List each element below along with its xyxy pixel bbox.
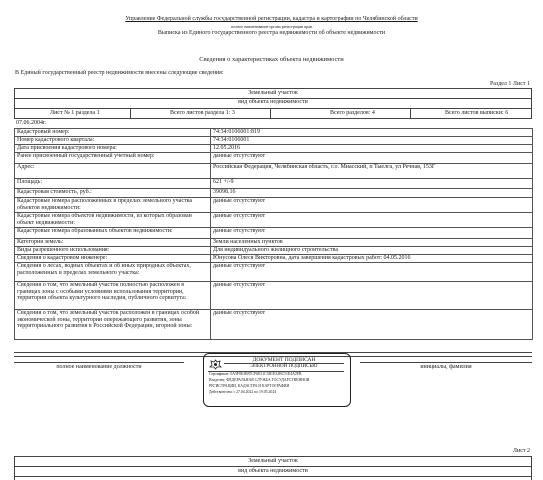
table-row bbox=[15, 137, 533, 145]
table-row bbox=[15, 263, 533, 282]
row-value: Российская Федерация, Челябинская область, г.о. Миасский, п Тыелга, ул Речная, 153Г bbox=[211, 164, 533, 179]
row-value: 39098.16 bbox=[211, 189, 533, 198]
record-date: 07.06.2004г. bbox=[16, 120, 47, 126]
row-value: данные отсутствуют bbox=[211, 282, 533, 310]
agency-name: Управление Федеральной службы государственной регистрации, кадастра и картографии по Челябинской области bbox=[125, 16, 418, 22]
table-row bbox=[15, 198, 533, 213]
table-row bbox=[15, 153, 533, 164]
row-label: Площадь: bbox=[15, 179, 211, 189]
sheet2-object-type: Земельный участок bbox=[248, 458, 298, 464]
row-label: Категория земель: bbox=[15, 239, 211, 247]
table-row bbox=[15, 145, 533, 153]
position-caption: полное наименование должности bbox=[56, 364, 142, 370]
table-row bbox=[15, 255, 533, 263]
table-row bbox=[15, 129, 533, 137]
extract-title: Выписка из Единого государственного реестра недвижимости об объекте недвижимости bbox=[157, 30, 386, 36]
initials-caption: инициалы, фамилия bbox=[420, 364, 472, 370]
section-title: Сведения о характеристиках объекта недвижимости bbox=[199, 56, 344, 63]
intro-text: В Единый государственный реестр недвижимости внесены следующие сведения: bbox=[15, 70, 224, 76]
row-label: Кадастровые номера объектов недвижимости, из которых образован объект недвижимости: bbox=[15, 213, 211, 228]
row-label: Кадастровые номера расположенных в пределах земельного участка объектов недвижимости: bbox=[15, 198, 211, 213]
row-label: Адрес: bbox=[15, 164, 211, 179]
owner-line-1: Владелец: ФЕДЕРАЛЬНАЯ СЛУЖБА ГОСУДАРСТВЕННОЙ bbox=[209, 378, 310, 382]
row-value: 621 +/-9 bbox=[211, 179, 533, 189]
table-row bbox=[15, 239, 533, 247]
section-label: Раздел 1 Лист 1 bbox=[489, 81, 530, 87]
sheet2-label: Лист 2 bbox=[512, 448, 530, 454]
validity-line: Действителен: с 27.04.2022 по 19.05.2024 bbox=[209, 390, 277, 394]
row-label: Сведения о лесах, водных объектах и об иных природных объектах, расположенных в пределах земельного участка: bbox=[15, 263, 211, 282]
row-value: Юнусова Олеся Викторовна, дата завершения кадастровых работ: 04.05.2016 bbox=[211, 255, 533, 263]
row-value: данные отсутствуют bbox=[211, 198, 533, 213]
object-caption: вид объекта недвижимости bbox=[238, 99, 308, 105]
row-value: данные отсутствуют bbox=[211, 310, 533, 340]
row-value: данные отсутствуют bbox=[211, 228, 533, 239]
table-row bbox=[15, 213, 533, 228]
row-value: Земли населенных пунктов bbox=[211, 239, 533, 247]
sheets-total: Всего листов выписки: 6 bbox=[445, 110, 509, 116]
sheet-info: Лист № 1 раздела 1 bbox=[50, 110, 100, 116]
row-value: 74:34:0106001 bbox=[211, 137, 533, 145]
row-label: Сведения о том, что земельный участок расположен в границах особой экономической зоны, территории опережающего развития, зоны территориального развития в Российской Федерации, игорной зоны: bbox=[15, 310, 211, 340]
object-type: Земельный участок bbox=[248, 90, 298, 96]
row-label: Сведения о кадастровом инженере: bbox=[15, 255, 211, 263]
electronic-signature-stamp bbox=[203, 353, 351, 407]
table-row bbox=[15, 179, 533, 189]
sheet2-object-caption: вид объекта недвижимости bbox=[238, 468, 308, 474]
row-value: данные отсутствуют bbox=[211, 153, 533, 164]
sheets-in-section: Всего листов раздела 1: 3 bbox=[170, 110, 235, 116]
agency-caption: полное наименование органа регистрации прав bbox=[231, 24, 312, 29]
coat-of-arms-icon bbox=[209, 357, 222, 368]
row-label: Номер кадастрового квартала: bbox=[15, 137, 211, 145]
table-row bbox=[15, 310, 533, 340]
row-label: Ранее присвоенный государственный учетный номер: bbox=[15, 153, 211, 164]
table-row bbox=[15, 189, 533, 198]
certificate-line: Сертификат: 0A5F0E3B87CF6E31C3B1E32BC51E4A2FB bbox=[209, 372, 302, 376]
table-row bbox=[15, 228, 533, 239]
row-value: данные отсутствуют bbox=[211, 213, 533, 228]
row-value: 12.05.2016 bbox=[211, 145, 533, 153]
row-label: Виды разрешенного использования: bbox=[15, 247, 211, 255]
table-row bbox=[15, 282, 533, 310]
sections-total: Всего разделов: 4 bbox=[330, 110, 375, 116]
stamp-title: ДОКУМЕНТ ПОДПИСАН bbox=[252, 357, 316, 363]
stamp-subtitle: ЭЛЕКТРОННОЙ ПОДПИСЬЮ bbox=[250, 364, 318, 369]
row-label: Сведения о том, что земельный участок полностью расположен в границах зоны с особыми условиями использования территории, территории объекта культурного наследия, публичного сервитута: bbox=[15, 282, 211, 310]
row-value: 74:34:0106001:819 bbox=[211, 129, 533, 137]
table-row bbox=[15, 247, 533, 255]
row-value: Для индивидуального жилищного строительства bbox=[211, 247, 533, 255]
table-row bbox=[15, 164, 533, 179]
owner-line-2: РЕГИСТРАЦИИ, КАДАСТРА И КАРТОГРАФИИ bbox=[209, 384, 290, 388]
row-label: Дата присвоения кадастрового номера: bbox=[15, 145, 211, 153]
row-label: Кадастровая стоимость, руб.: bbox=[15, 189, 211, 198]
row-value: данные отсутствуют bbox=[211, 263, 533, 282]
property-details-table bbox=[14, 128, 533, 340]
row-label: Кадастровый номер: bbox=[15, 129, 211, 137]
row-label: Кадастровые номера образованных объектов недвижимости: bbox=[15, 228, 211, 239]
